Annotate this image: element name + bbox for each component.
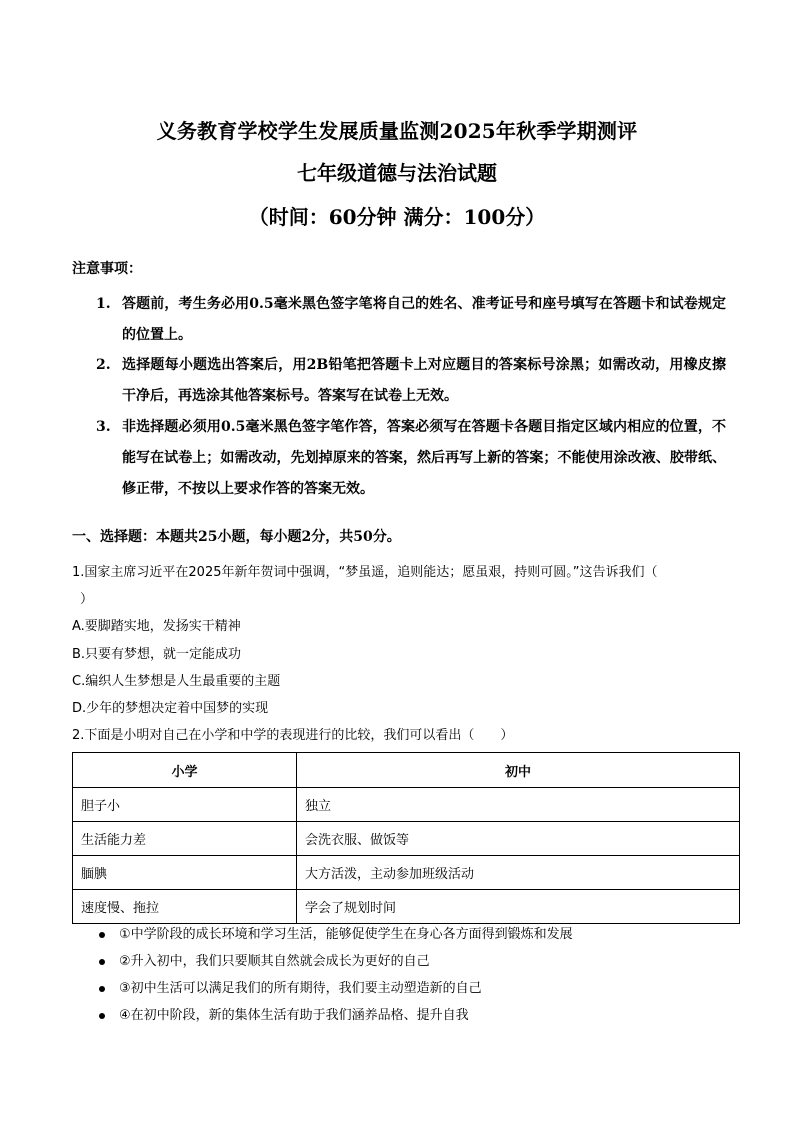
table-row bbox=[73, 822, 740, 856]
notice-item-text: 答题前，考生务必用0.5毫米黑色签字笔将自己的姓名、准考证号和座号填写在答题卡和试卷规定的位置上。 bbox=[122, 296, 726, 343]
section-heading: 一、选择题：本题共25小题，每小题2分，共50分。 bbox=[72, 529, 401, 545]
table-cell: 腼腆 bbox=[73, 856, 297, 890]
table-cell: 生活能力差 bbox=[73, 822, 297, 856]
question-1-option-a: A.要脚踏实地，发扬实干精神 bbox=[72, 619, 241, 634]
list-item bbox=[95, 979, 573, 1006]
exam-time-score: （时间：60分钟 满分：100分） bbox=[248, 205, 546, 229]
question-1-stem-continued: ） bbox=[80, 592, 94, 607]
table-cell: 独立 bbox=[297, 788, 740, 822]
question-1-option-b: B.只要有梦想，就一定能成功 bbox=[72, 647, 242, 662]
question-1-option-d: D.少年的梦想决定着中国梦的实现 bbox=[72, 701, 269, 716]
question-1-option-c: C.编织人生梦想是人生最重要的主题 bbox=[72, 674, 281, 689]
notice-item-number: 3. bbox=[96, 419, 111, 435]
notice-item-number: 2. bbox=[96, 357, 111, 373]
table-cell: 胆子小 bbox=[73, 788, 297, 822]
bullet-icon bbox=[99, 986, 105, 992]
table-row bbox=[73, 856, 740, 890]
comparison-table bbox=[72, 752, 740, 924]
notice-heading: 注意事项： bbox=[72, 261, 142, 277]
list-item bbox=[95, 925, 573, 952]
table-cell: 会洗衣服、做饭等 bbox=[297, 822, 740, 856]
list-item bbox=[95, 1006, 573, 1033]
choice-text: ①中学阶段的成长环境和学习生活，能够促使学生在身心各方面得到锻炼和发展 bbox=[119, 927, 573, 942]
notice-item-number: 1. bbox=[96, 296, 111, 312]
choice-text: ③初中生活可以满足我们的所有期待，我们要主动塑造新的自己 bbox=[119, 981, 482, 996]
question-2-stem: 2.下面是小明对自己在小学和中学的表现进行的比较，我们可以看出（ ） bbox=[72, 728, 514, 743]
table-header-row bbox=[73, 753, 740, 788]
question-1-stem: 1.国家主席习近平在2025年新年贺词中强调，“梦虽遥，追则能达；愿虽艰，持则可圆。”这告诉我们（ bbox=[72, 565, 658, 580]
exam-subtitle: 七年级道德与法治试题 bbox=[297, 161, 497, 185]
table-row bbox=[73, 788, 740, 822]
table-cell: 大方活泼，主动参加班级活动 bbox=[297, 856, 740, 890]
table-header-primary: 小学 bbox=[73, 753, 297, 788]
list-item bbox=[95, 952, 573, 979]
notice-item-text: 选择题每小题选出答案后，用2B铅笔把答题卡上对应题目的答案标号涂黑；如需改动，用橡皮擦干净后，再选涂其他答案标号。答案写在试卷上无效。 bbox=[122, 357, 726, 404]
table-row bbox=[73, 890, 740, 924]
notice-item bbox=[96, 412, 726, 505]
notice-item bbox=[96, 350, 726, 412]
exam-title: 义务教育学校学生发展质量监测2025年秋季学期测评 bbox=[156, 119, 638, 143]
bullet-icon bbox=[99, 959, 105, 965]
notice-item bbox=[96, 289, 726, 351]
table-cell: 速度慢、拖拉 bbox=[73, 890, 297, 924]
bullet-icon bbox=[99, 1013, 105, 1019]
choice-text: ②升入初中，我们只要顺其自然就会成长为更好的自己 bbox=[119, 954, 430, 969]
table-header-junior-high: 初中 bbox=[297, 753, 740, 788]
question-2-choices bbox=[95, 925, 573, 1033]
bullet-icon bbox=[99, 932, 105, 938]
choice-text: ④在初中阶段，新的集体生活有助于我们涵养品格、提升自我 bbox=[119, 1008, 469, 1023]
notice-item-text: 非选择题必须用0.5毫米黑色签字笔作答，答案必须写在答题卡各题目指定区域内相应的位置，不能写在试卷上；如需改动，先划掉原来的答案，然后再写上新的答案；不能使用涂改液、胶带纸、修正带，不按以上要求作答的答案无效。 bbox=[122, 419, 726, 497]
table-cell: 学会了规划时间 bbox=[297, 890, 740, 924]
